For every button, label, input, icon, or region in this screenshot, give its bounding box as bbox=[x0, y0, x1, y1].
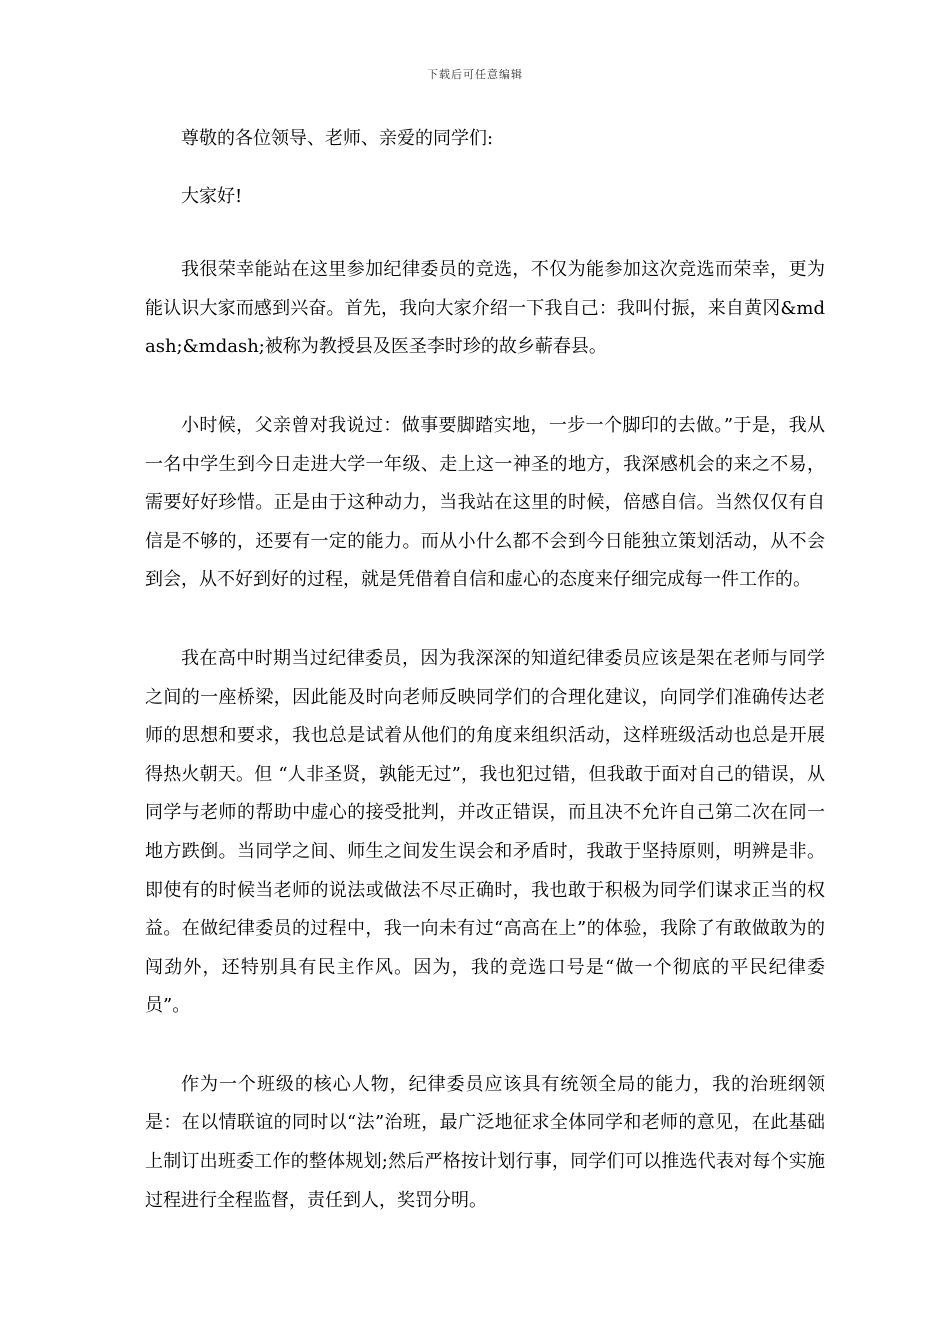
paragraph-introduction: 我很荣幸能站在这里参加纪律委员的竞选，不仅为能参加这次竞选而荣幸，更为能认识大家而感到兴奋。首先，我向大家介绍一下我自己：我叫付振，来自黄冈&mdash;&mdash;被称为教授县及医圣李时珍的故乡蕲春县。 bbox=[145, 259, 825, 358]
paragraph-platform: 作为一个班级的核心人物，纪律委员应该具有统领全局的能力，我的治班纲领是：在以情联谊的同时以“法”治班，最广泛地征求全体同学和老师的意见，在此基础上制订出班委工作的整体规划;然后严格按计划行事，同学们可以推选代表对每个实施过程进行全程监督，责任到人，奖罚分明。 bbox=[145, 1073, 825, 1211]
salutation: 尊敬的各位领导、老师、亲爱的同学们: bbox=[181, 128, 494, 149]
greeting: 大家好! bbox=[181, 185, 243, 207]
paragraph-experience: 我在高中时期当过纪律委员，因为我深深的知道纪律委员应该是架在老师与同学之间的一座桥梁，因此能及时向老师反映同学们的合理化建议，向同学们准确传达老师的思想和要求，我也总是试着从他们的角度来组织活动，这样班级活动也总是开展得热火朝天。但 “人非圣贤，孰能无过”，我也犯过错，但我敢于面对自己的错误，从同学与老师的帮助中虚心的接受批判，并改正错误，而且决不允许自己第二次在同一地方跌倒。当同学之间、师生之间发生误会和矛盾时，我敢于坚持原则，明辨是非。即使有的时候当老师的说法或做法不尽正确时，我也敢于积极为同学们谋求正当的权益。在做纪律委员的过程中，我一向未有过“高高在上”的体验，我除了有敢做敢为的闯劲外，还特别具有民主作风。因为，我的竞选口号是“做一个彻底的平民纪律委员”。 bbox=[145, 647, 825, 1017]
header-note: 下载后可任意编辑 bbox=[427, 68, 523, 81]
paragraph-childhood: 小时候，父亲曾对我说过：做事要脚踏实地，一步一个脚印的去做。”于是，我从一名中学生到今日走进大学一年级、走上这一神圣的地方，我深感机会的来之不易，需要好好珍惜。正是由于这种动力，当我站在这里的时候，倍感自信。当然仅仅有自信是不够的，还要有一定的能力。而从小什么都不会到今日能独立策划活动，从不会到会，从不好到好的过程，就是凭借着自信和虚心的态度来仔细完成每一件工作的。 bbox=[145, 414, 825, 591]
document-body bbox=[145, 120, 825, 1260]
